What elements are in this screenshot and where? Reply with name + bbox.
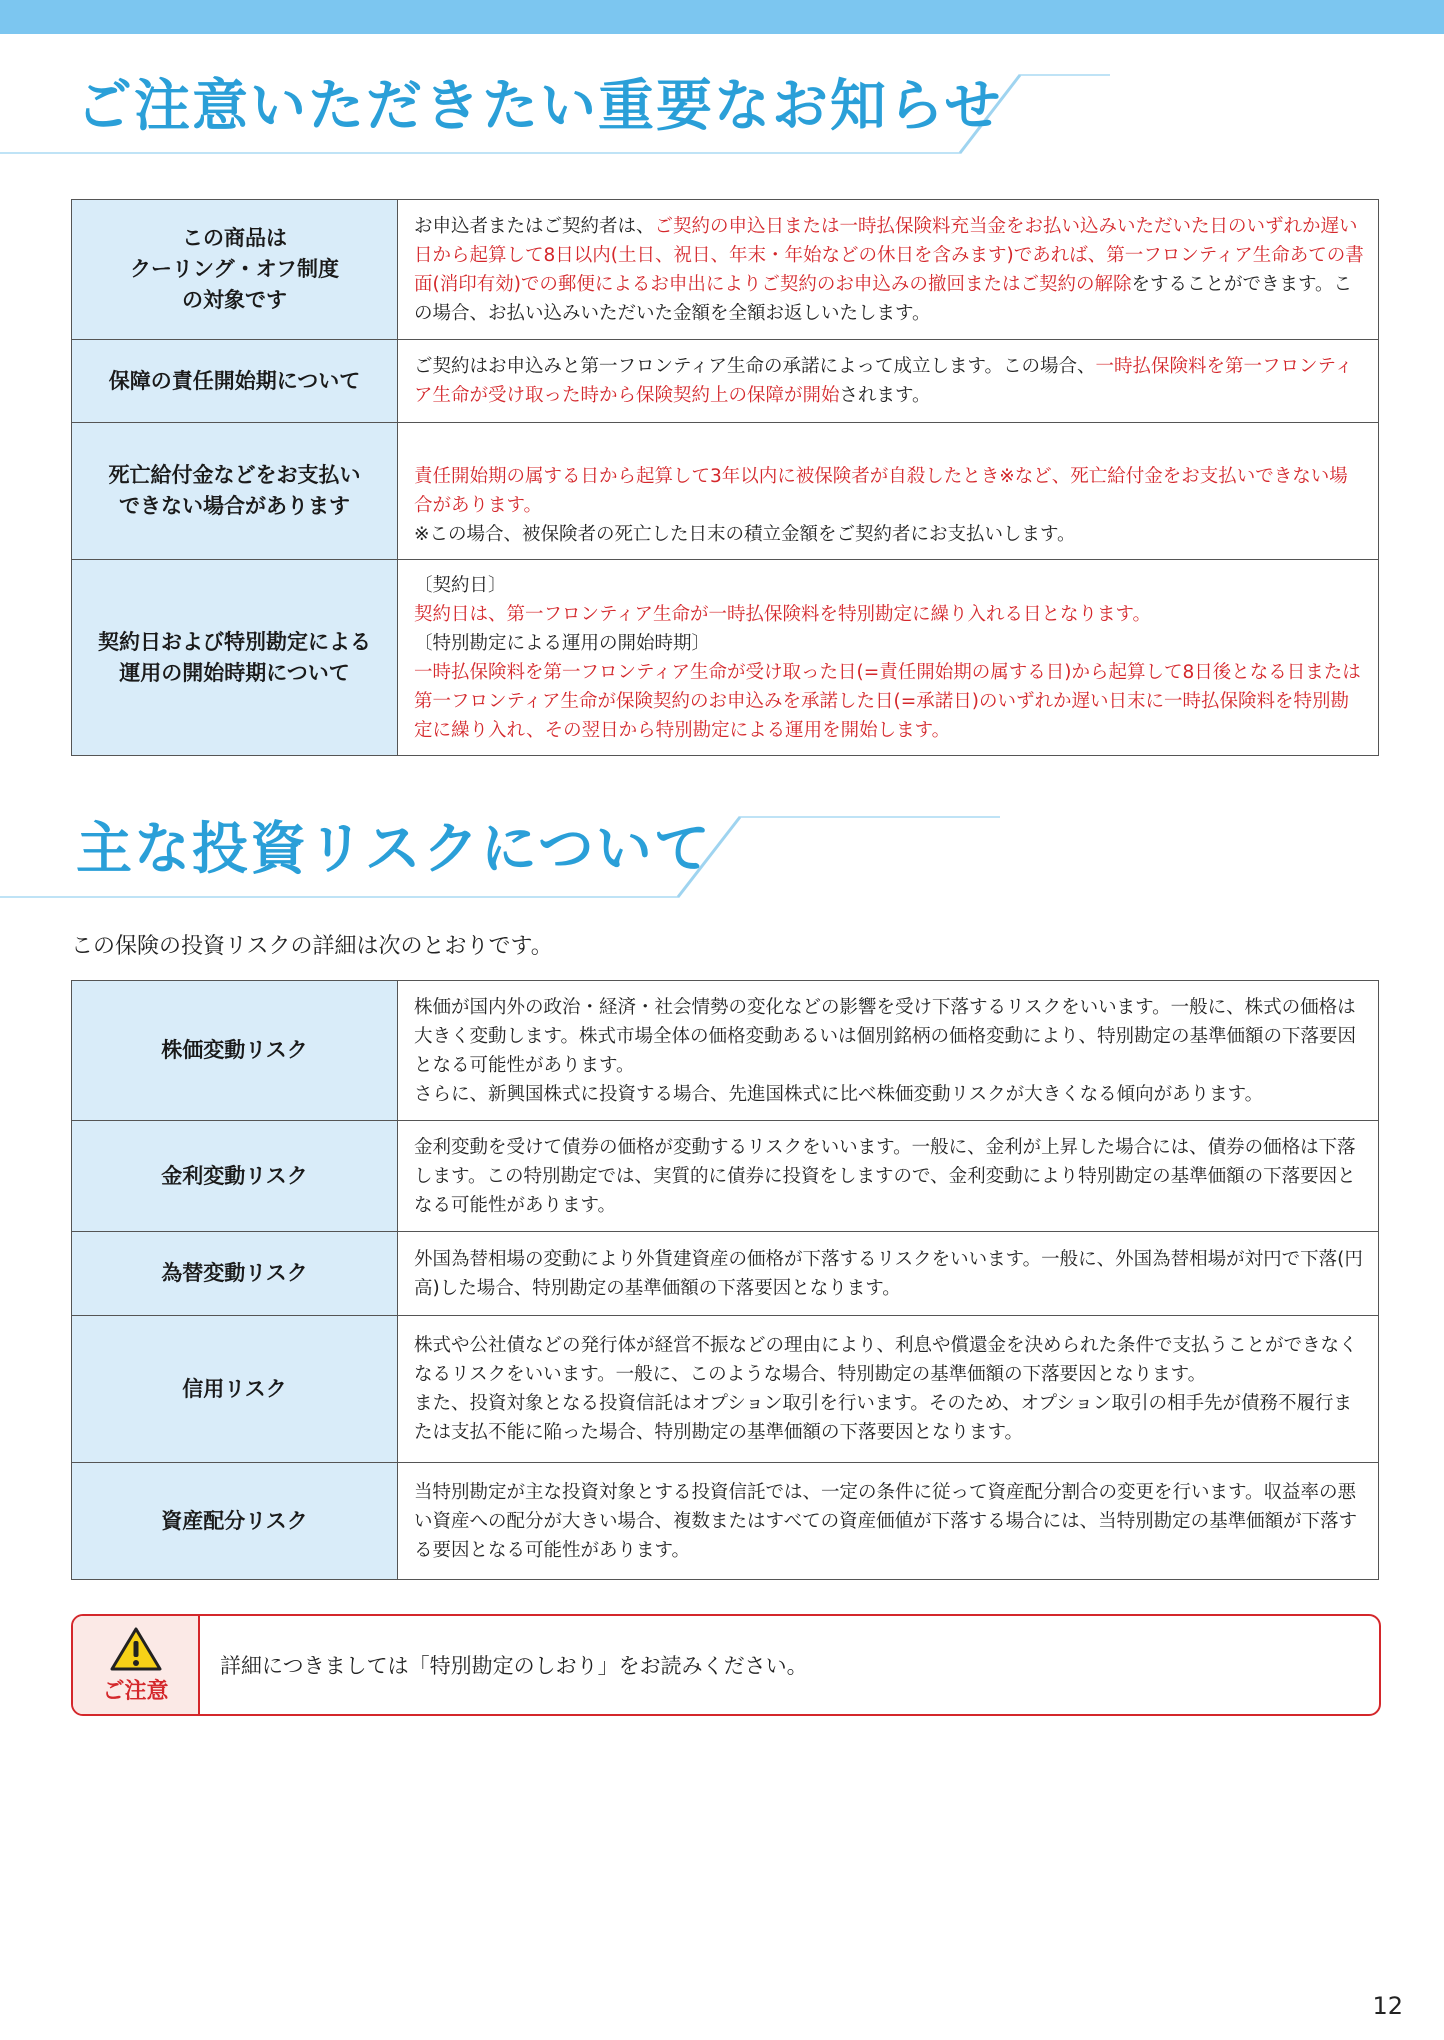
table-row [72, 1463, 1379, 1580]
table-row [72, 981, 1379, 1121]
notice-label-death-benefit: 死亡給付金などをお支払い できない場合があります [72, 423, 398, 560]
caution-text: 詳細につきましては「特別勘定のしおり」をお読みください。 [220, 1654, 808, 1678]
notice-label-cooling-off: この商品は クーリング・オフ制度 の対象です [72, 200, 398, 340]
table-row [72, 1316, 1379, 1463]
warning-icon [109, 1626, 163, 1672]
table-row [72, 423, 1379, 560]
risk-label-credit: 信用リスク [72, 1316, 398, 1463]
risk-text-allocation: 当特別勘定が主な投資対象とする投資信託では、一定の条件に従って資産配分割合の変更を行います。収益率の悪い資産への配分が大きい場合、複数またはすべての資産価値が下落する場合には、当特別勘定の基準価額が下落する要因となる可能性があります。 [398, 1463, 1379, 1580]
table-row [72, 1121, 1379, 1232]
risks-title: 主な投資リスクについて [76, 817, 712, 882]
page-number: 12 [1372, 1992, 1403, 2020]
section-heading-risks [0, 795, 1444, 905]
notice-label-coverage-start: 保障の責任開始期について [72, 340, 398, 423]
caution-label: ご注意 [102, 1678, 169, 1704]
section-heading-notices [0, 50, 1444, 160]
notice-text-contract-date: 〔契約日〕 契約日は、第一フロンティア生命が一時払保険料を特別勘定に繰り入れる日となります。 〔特別勘定による運用の開始時期〕 一時払保険料を第一フロンティア生命が受け取った日(=責任開始期の属する日)から起算して8日後となる日または第一フロンティア生命が保険契約のお申込みを承諾した日(=承諾日)のいずれか遅い日末に一時払保険料を特別勘定に繰り入れ、その翌日から特別勘定による運用を開始します。 [398, 560, 1379, 756]
table-row [72, 1232, 1379, 1316]
notices-table [71, 199, 1379, 756]
notice-label-contract-date: 契約日および特別勘定による 運用の開始時期について [72, 560, 398, 756]
caution-badge [73, 1616, 200, 1714]
table-row [72, 560, 1379, 756]
notice-text-coverage-start: ご契約はお申込みと第一フロンティア生命の承諾によって成立します。この場合、一時払保険料を第一フロンティア生命が受け取った時から保険契約上の保障が開始されます。 [398, 340, 1379, 423]
risk-label-interest: 金利変動リスク [72, 1121, 398, 1232]
page-title: ご注意いただきたい重要なお知らせ [76, 74, 1003, 139]
notice-text-death-benefit: 責任開始期の属する日から起算して3年以内に被保険者が自殺したとき※など、死亡給付金をお支払いできない場合があります。 ※この場合、被保険者の死亡した日末の積立金額をご契約者にお支払いします。 [398, 423, 1379, 560]
risk-label-fx: 為替変動リスク [72, 1232, 398, 1316]
risk-label-stock: 株価変動リスク [72, 981, 398, 1121]
risks-table [71, 980, 1379, 1580]
table-row [72, 200, 1379, 340]
risks-intro: この保険の投資リスクの詳細は次のとおりです。 [71, 934, 553, 959]
risk-text-fx: 外国為替相場の変動により外貨建資産の価格が下落するリスクをいいます。一般に、外国為替相場が対円で下落(円高)した場合、特別勘定の基準価額の下落要因となります。 [398, 1232, 1379, 1316]
table-row [72, 340, 1379, 423]
notice-text-cooling-off: お申込者またはご契約者は、ご契約の申込日または一時払保険料充当金をお払い込みいただいた日のいずれか遅い日から起算して8日以内(土日、祝日、年末・年始などの休日を含みます)であれば、第一フロンティア生命あての書面(消印有効)での郵便によるお申出によりご契約のお申込みの撤回またはご契約の解除をすることができます。この場合、お払い込みいただいた金額を全額お返しいたします。 [398, 200, 1379, 340]
risk-label-allocation: 資産配分リスク [72, 1463, 398, 1580]
risk-text-credit: 株式や公社債などの発行体が経営不振などの理由により、利息や償還金を決められた条件で支払うことができなくなるリスクをいいます。一般に、このような場合、特別勘定の基準価額の下落要因となります。 また、投資対象となる投資信託はオプション取引を行います。そのため、オプション取引の相手先が債務不履行または支払不能に陥った場合、特別勘定の基準価額の下落要因となります。 [398, 1316, 1379, 1463]
risk-text-stock: 株価が国内外の政治・経済・社会情勢の変化などの影響を受け下落するリスクをいいます。一般に、株式の価格は大きく変動します。株式市場全体の価格変動あるいは個別銘柄の価格変動により、特別勘定の基準価額の下落要因となる可能性があります。 さらに、新興国株式に投資する場合、先進国株式に比べ株価変動リスクが大きくなる傾向があります。 [398, 981, 1379, 1121]
risk-text-interest: 金利変動を受けて債券の価格が変動するリスクをいいます。一般に、金利が上昇した場合には、債券の価格は下落します。この特別勘定では、実質的に債券に投資をしますので、金利変動により特別勘定の基準価額の下落要因となる可能性があります。 [398, 1121, 1379, 1232]
caution-box [71, 1614, 1381, 1716]
top-color-band [0, 0, 1444, 34]
